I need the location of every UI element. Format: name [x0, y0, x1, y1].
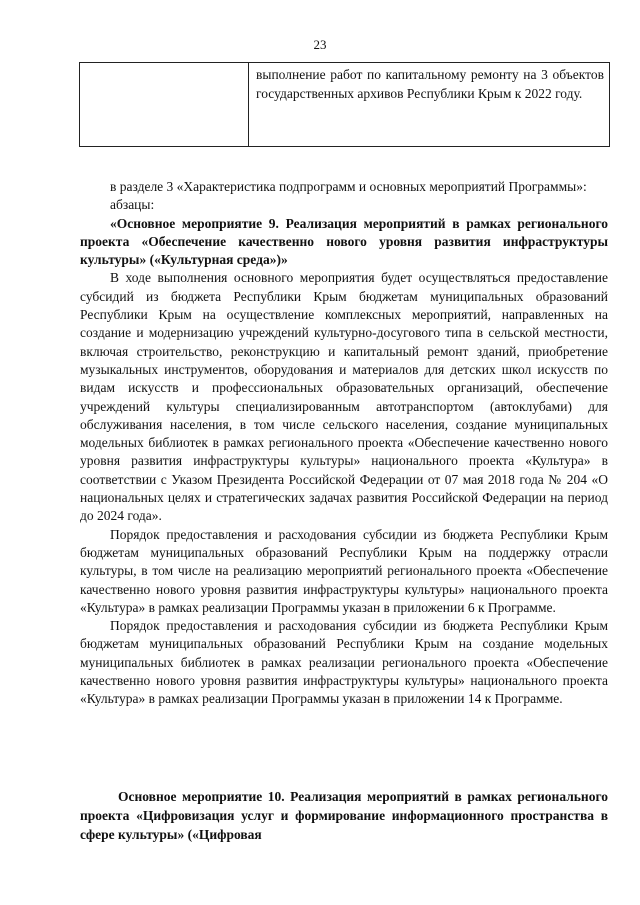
measure-9-heading: «Основное мероприятие 9. Реализация мероприятий в рамках регионального проекта «Обеспечение качественно нового уровня развития инфраструктуры культуры» («Культурная среда»)» — [80, 215, 608, 268]
subsidy-procedure-paragraph-1: Порядок предоставления и расходования субсидии из бюджета Республики Крым бюджетам муниципальных образований Республики Крым на поддержку отрасли культуры, в том числе на реализацию мероприятий регионального проекта «Обеспечение качественно нового уровня развития инфраструктуры культуры» национального проекта «Культура» в рамках реализации Программы указан в приложении 6 к Программе. — [80, 526, 608, 615]
paragraphs-label: абзацы: — [110, 197, 155, 213]
subsidy-procedure-paragraph-2: Порядок предоставления и расходования субсидии из бюджета Республики Крым бюджетам муниципальных образований Республики Крым на создание модельных муниципальных библиотек в рамках реализации регионального проекта «Обеспечение качественно нового уровня развития инфраструктуры культуры» национального проекта «Культура» в рамках реализации Программы указан в приложении 14 к Программе. — [80, 618, 608, 707]
section-intro-paragraph: в разделе 3 «Характеристика подпрограмм и основных мероприятий Программы»: — [110, 179, 587, 194]
table-cell-right: выполнение работ по капитальному ремонту на 3 объектов государственных архивов Республики Крым к 2022 году. — [256, 67, 604, 101]
measure-9-description: В ходе выполнения основного мероприятия будет осуществляться предоставление субсидий из бюджета Республики Крым бюджетам муниципальных образований Республики Крым на осуществление комплексных мероприятий, направленных на создание и модернизацию учреждений культурно-досугового типа в сельской местности, включая строительство, реконструкцию и капитальный ремонт зданий, приобретение музыкальных инструментов, оборудования и материалов для детских школ искусств по видам искусств и профессиональных образовательных организаций, обеспечение учреждений культуры специализированным автотранспортом (автоклубами) для обслуживания населения, в том числе сельского населения, создание муниципальных модельных библиотек в рамках регионального проекта «Обеспечение качественно нового уровня развития инфраструктуры культуры» национального проекта «Культура» в соответствии с Указом Президента Российской Федерации от 07 мая 2018 года № 204 «О национальных целях и стратегических задачах развития Российской Федерации на период до 2024 года». — [80, 270, 608, 524]
body-text — [80, 178, 608, 709]
table-fragment — [79, 62, 610, 147]
page-number: 23 — [313, 37, 327, 52]
table-cell-left — [80, 63, 249, 146]
measure-10-heading: Основное мероприятие 10. Реализация мероприятий в рамках регионального проекта «Цифровизация услуг и формирование информационного пространства в сфере культуры» («Цифровая — [80, 789, 608, 842]
